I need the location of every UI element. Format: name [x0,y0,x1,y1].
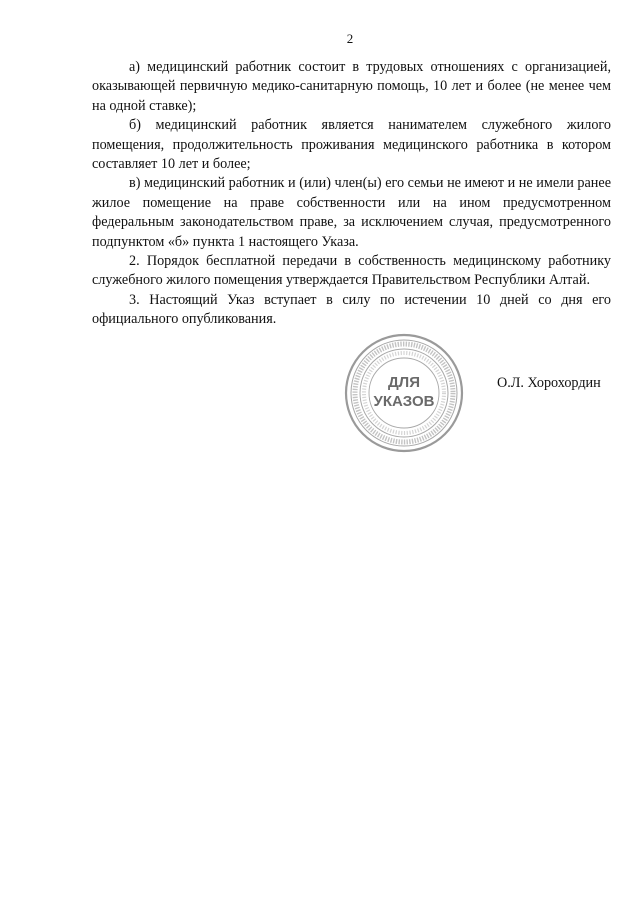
official-seal [343,332,465,454]
page-number: 2 [346,31,354,46]
document-body [92,58,611,330]
paragraph-3: 3. Настоящий Указ вступает в силу по истечении 10 дней со дня его официального опубликования. [92,291,611,328]
paragraph-v: в) медицинский работник и (или) член(ы) его семьи не имеют и не имели ранее жилое помещение на праве собственности или на ином предусмотренном федеральным законодательством праве, за исключением случая, предусмотренного подпунктом «б» пункта 1 настоящего Указа. [92,175,611,250]
signature-name: О.Л. Хорохордин [497,375,601,391]
paragraph-b: б) медицинский работник является нанимателем служебного жилого помещения, продолжительность проживания медицинского работника в котором составляет 10 лет и более; [92,117,611,173]
paragraph-a: а) медицинский работник состоит в трудовых отношениях с организацией, оказывающей первичную медико-санитарную помощь, 10 лет и более (не менее чем на одной ставке); [92,59,611,114]
paragraph-2: 2. Порядок бесплатной передачи в собственность медицинскому работнику служебного жилого помещения утверждается Правительством Республики Алтай. [92,253,611,289]
seal-text-line1: ДЛЯ [388,374,420,391]
seal-text-line2: УКАЗОВ [373,393,435,410]
